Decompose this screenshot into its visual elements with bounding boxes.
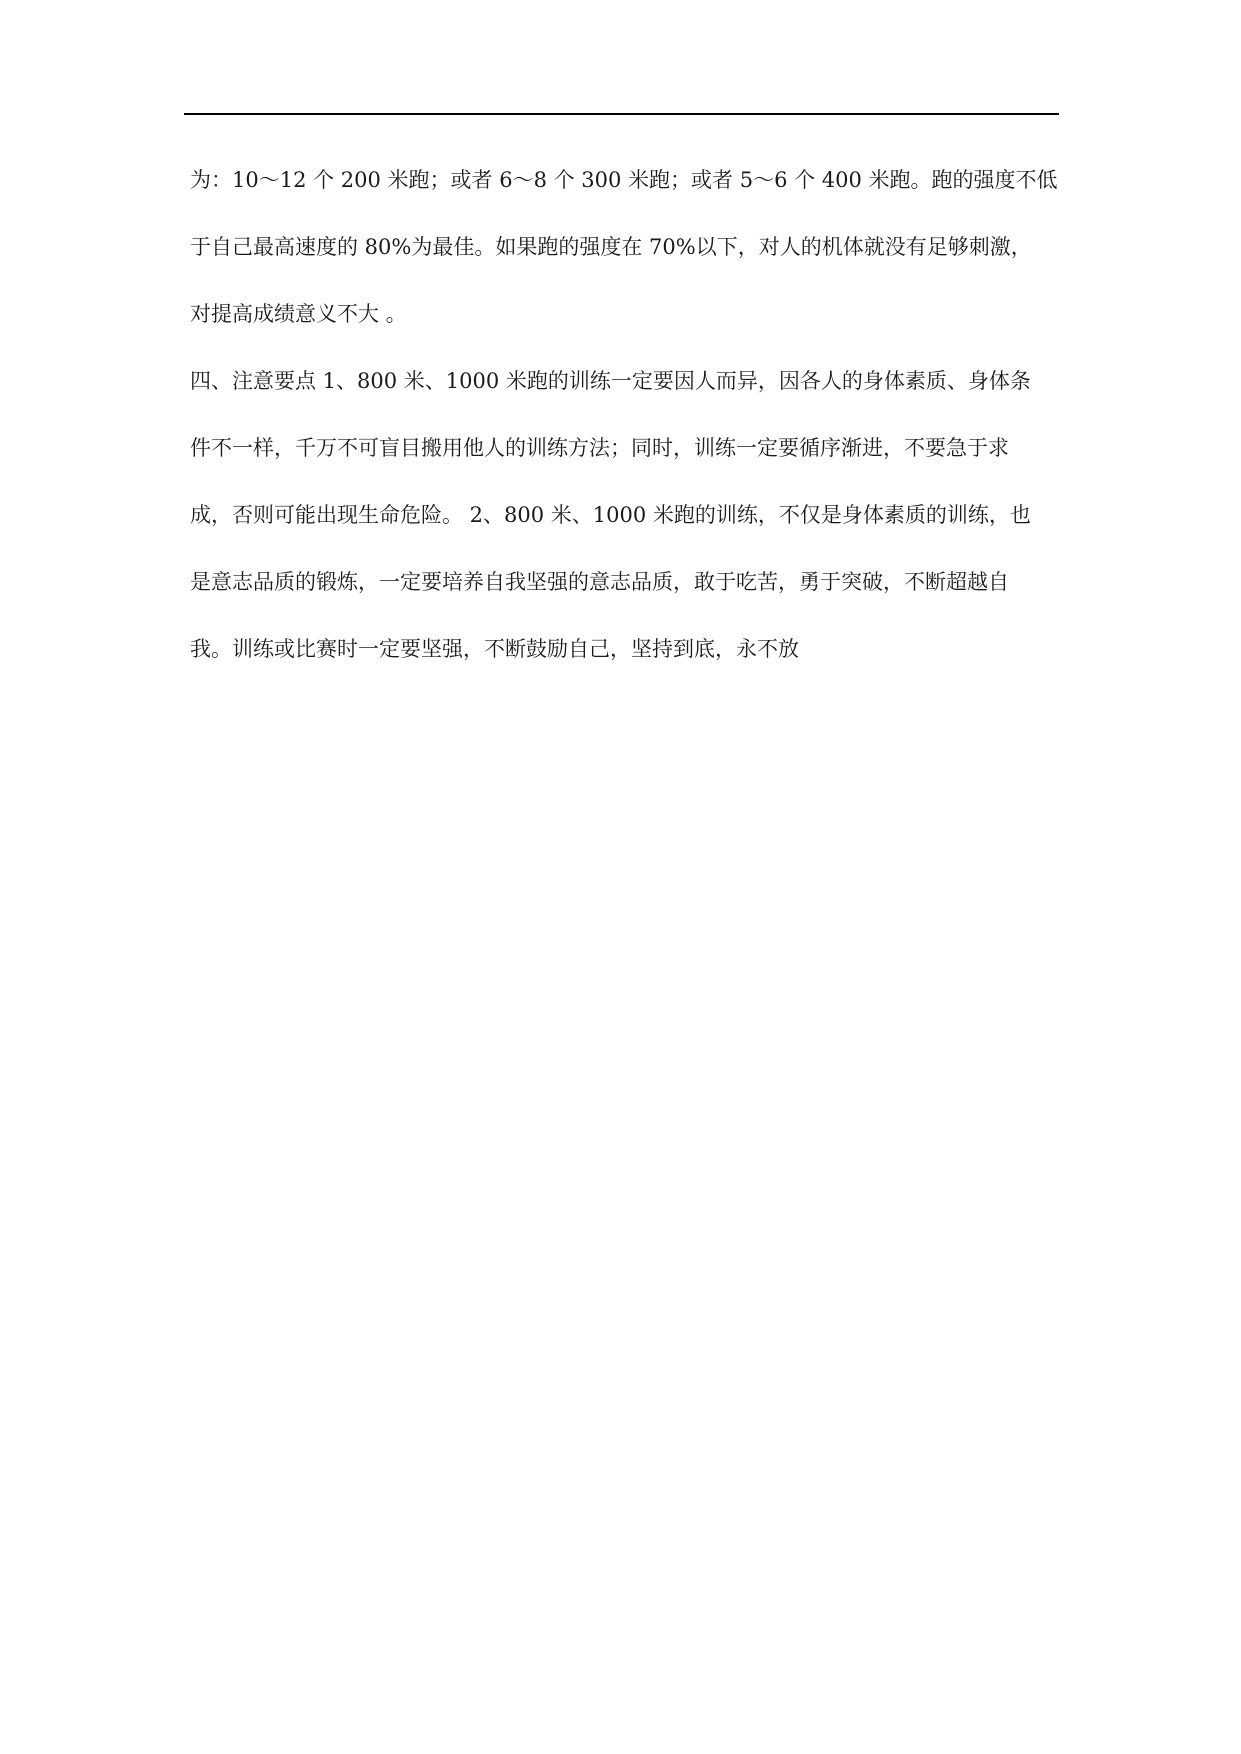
text-line: 于自己最高速度的 80%为最佳。如果跑的强度在 70%以下，对人的机体就没有足够刺激，	[190, 235, 1032, 259]
body-text	[190, 160, 1080, 696]
text-line: 件不一样，千万不可盲目搬用他人的训练方法；同时，训练一定要循序渐进，不要急于求	[190, 436, 1009, 460]
text-line: 对提高成绩意义不大 。	[190, 302, 407, 326]
text-line: 为：10～12 个 200 米跑；或者 6～8 个 300 米跑；或者 5～6 个 400 米跑。跑的强度不低	[190, 168, 1058, 192]
text-line: 成，否则可能出现生命危险。 2、800 米、1000 米跑的训练，不仅是身体素质的训练，也	[190, 503, 1031, 527]
text-line: 四、注意要点 1、800 米、1000 米跑的训练一定要因人而异，因各人的身体素质、身体条	[190, 369, 1031, 393]
text-line: 我。训练或比赛时一定要坚强，不断鼓励自己，坚持到底，永不放	[190, 637, 799, 661]
header-rule	[184, 113, 1059, 115]
text-line: 是意志品质的锻炼，一定要培养自我坚强的意志品质，敢于吃苦，勇于突破，不断超越自	[190, 570, 1009, 594]
